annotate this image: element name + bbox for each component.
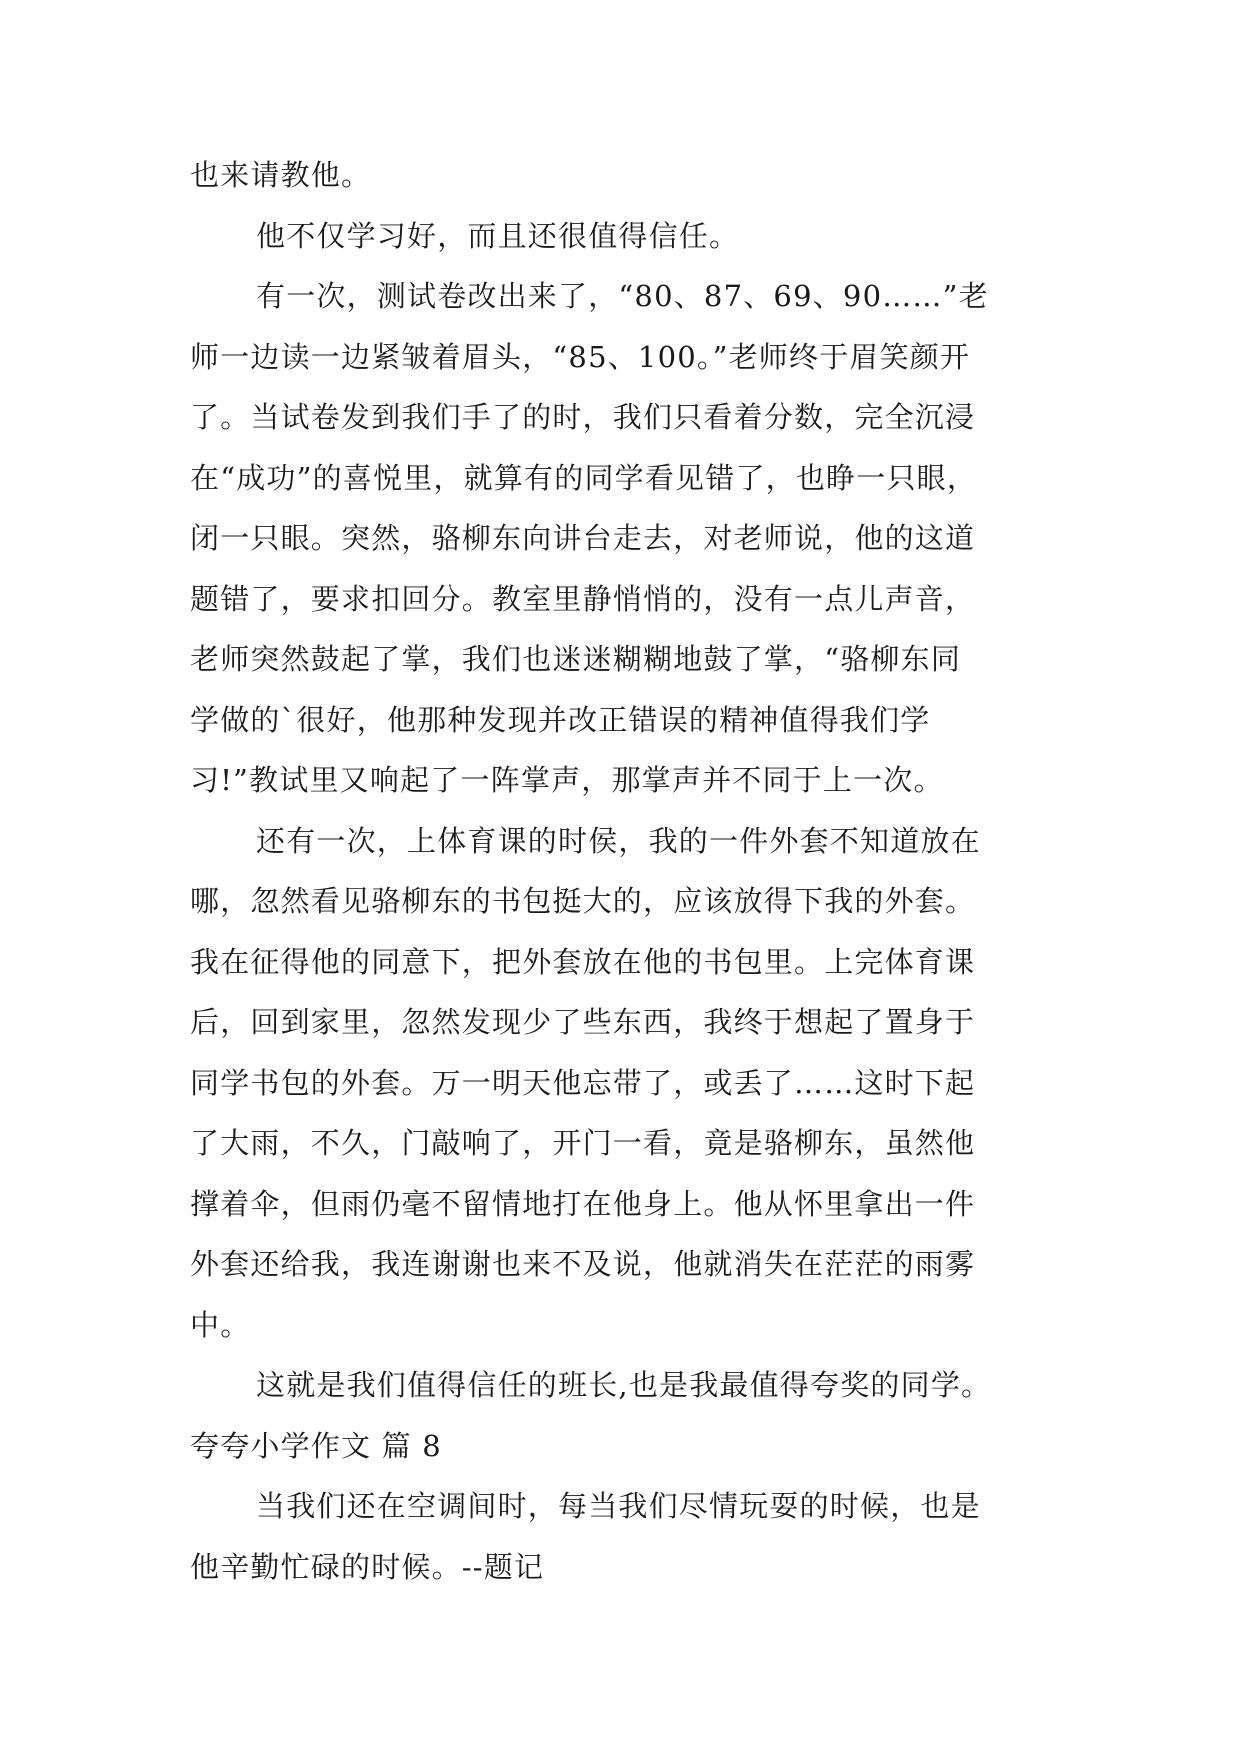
text-line: 老师突然鼓起了掌，我们也迷迷糊糊地鼓了掌，“骆柳东同 <box>190 642 962 676</box>
text-line: 师一边读一边紧皱着眉头，“85、100。”老师终于眉笑颜开 <box>190 339 971 374</box>
text-line: 学做的`很好，他那种发现并改正错误的精神值得我们学 <box>190 702 931 737</box>
text-line: 撑着伞，但雨仍毫不留情地打在他身上。他从怀里拿出一件 <box>190 1186 976 1221</box>
text-line: 闭一只眼。突然，骆柳东向讲台走去，对老师说，他的这道 <box>190 521 976 555</box>
text-line: 后，回到家里，忽然发现少了些东西，我终于想起了置身于 <box>190 1005 976 1039</box>
text-line: 了大雨，不久，门敲响了，开门一看，竟是骆柳东，虽然他 <box>190 1126 976 1160</box>
text-line: 中。 <box>190 1307 251 1342</box>
paragraph-start: 有一次，测试卷改出来了，“80、87、69、90……”老 <box>256 279 989 313</box>
text-line: 了。当试卷发到我们手了的时，我们只看着分数，完全沉浸 <box>190 400 976 434</box>
section-heading: 夸夸小学作文 篇 8 <box>190 1428 442 1463</box>
document-page <box>190 145 1070 1597</box>
text-line: 他辛勤忙碌的时候。--题记 <box>190 1549 545 1584</box>
text-line: 我在征得他的同意下，把外套放在他的书包里。上完体育课 <box>190 944 976 979</box>
text-line: 哪，忽然看见骆柳东的书包挺大的，应该放得下我的外套。 <box>190 884 976 918</box>
paragraph-start: 他不仅学习好，而且还很值得信任。 <box>256 218 740 253</box>
text-line: 外套还给我，我连谢谢也来不及说，他就消失在茫茫的雨雾 <box>190 1247 976 1281</box>
text-line: 在“成功”的喜悦里，就算有的同学看见错了，也睁一只眼， <box>190 460 978 495</box>
paragraph-start: 还有一次，上体育课的时侯，我的一件外套不知道放在 <box>256 823 981 858</box>
text-line: 题错了，要求扣回分。教室里静悄悄的，没有一点儿声音， <box>190 581 976 616</box>
paragraph-start: 这就是我们值得信任的班长,也是我最值得夸奖的同学。 <box>256 1368 992 1402</box>
text-line: 同学书包的外套。万一明天他忘带了，或丢了……这时下起 <box>190 1065 976 1100</box>
text-line: 也来请教他。 <box>190 158 372 192</box>
paragraph-start: 当我们还在空调间时，每当我们尽情玩耍的时候，也是 <box>256 1489 981 1523</box>
text-line: 习!”教试里又响起了一阵掌声，那掌声并不同于上一次。 <box>190 763 944 797</box>
